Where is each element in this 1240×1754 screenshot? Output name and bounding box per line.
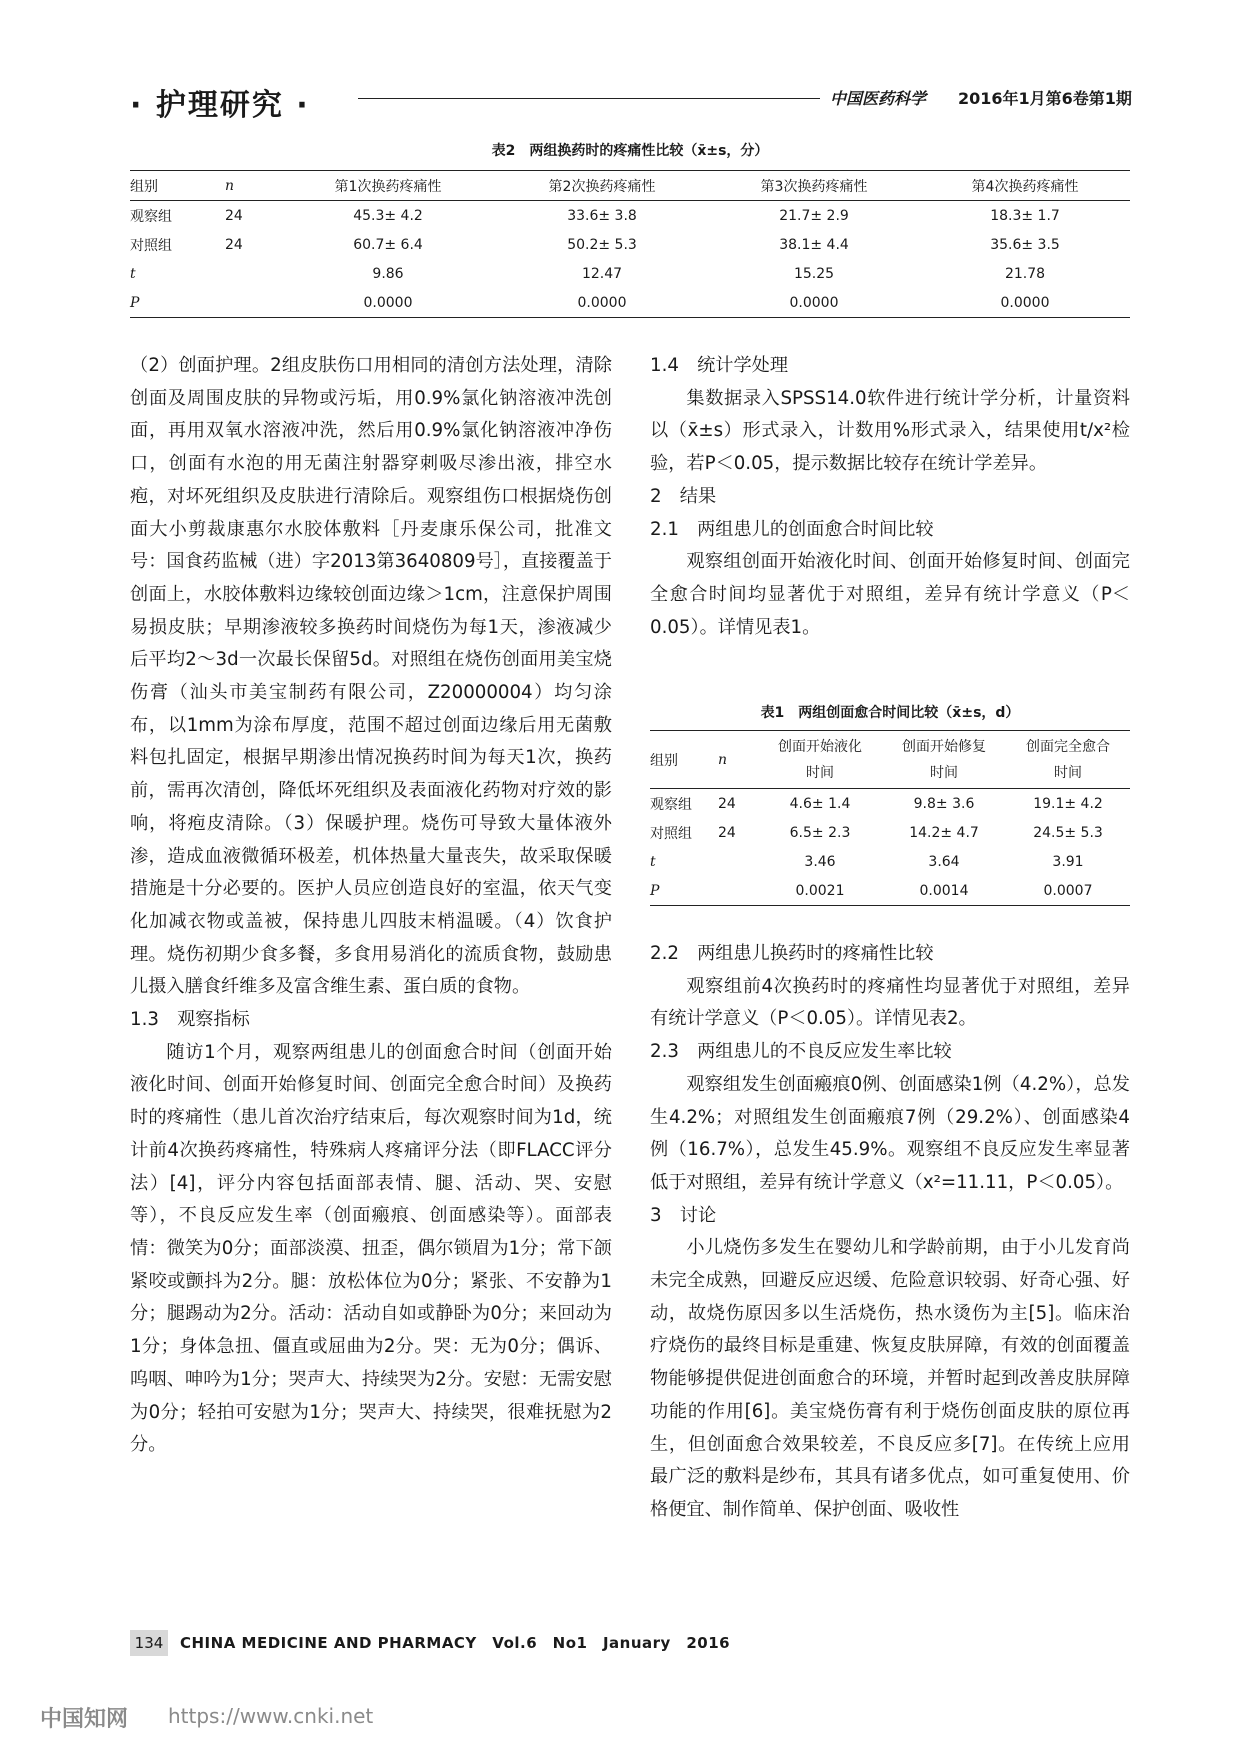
table2 <box>130 170 1130 318</box>
section-heading: 2.1 两组患儿的创面愈合时间比较 <box>650 518 934 540</box>
paragraph: 观察组发生创面瘢痕0例、创面感染1例（4.2%），总发生4.2%；对照组发生创面瘢痕7例（29.2%）、创面感染4例（16.7%），总发生45.9%。观察组不良反应发生率显著低于对照组，差异有统计学意义（x²=11.11，P＜0.05）。 <box>650 1073 1130 1193</box>
paragraph: 集数据录入SPSS14.0软件进行统计学分析，计量资料以（x̄±s）形式录入，计数用%形式录入，结果使用t/x²检验，若P＜0.05，提示数据比较存在统计学差异。 <box>650 387 1130 475</box>
table-cell <box>225 259 280 288</box>
table-cell: 3.91 <box>1052 853 1084 870</box>
table1-header-row <box>650 731 1130 789</box>
journal-issue: 2016年1月第6卷第1期 <box>958 89 1132 108</box>
table1-header-cell: 组别 <box>650 731 718 789</box>
table-cell: 0.0000 <box>496 288 708 318</box>
table-cell: 24 <box>718 795 736 812</box>
table-cell: 50.2± 5.3 <box>567 236 637 253</box>
table-cell: 14.2± 4.7 <box>909 824 979 841</box>
table-cell: 3.64 <box>928 853 960 870</box>
table-cell <box>718 876 758 906</box>
table-cell: 9.86 <box>372 265 404 282</box>
table-row <box>130 288 1130 318</box>
table-cell <box>718 847 758 876</box>
table-cell: 观察组 <box>130 208 172 225</box>
table-cell: 9.8± 3.6 <box>913 795 975 812</box>
table-cell: 33.6± 3.8 <box>567 207 637 224</box>
table2-header-cell: 组别 <box>130 171 225 201</box>
table-cell: 24 <box>718 824 736 841</box>
table-cell: 19.1± 4.2 <box>1033 795 1103 812</box>
table2-caption: 表2 两组换药时的疼痛性比较（x̄±s，分） <box>491 143 769 159</box>
journal-name: 中国医药科学 <box>830 89 927 108</box>
table-cell: 0.0000 <box>280 288 496 318</box>
table1-header-cell: 创面开始修复 时间 <box>882 731 1006 789</box>
table-cell: P <box>130 288 225 318</box>
table1-caption: 表1 两组创面愈合时间比较（x̄±s，d） <box>760 705 1020 721</box>
table-cell: P <box>650 876 718 906</box>
table-cell: 15.25 <box>793 265 835 282</box>
table-cell: 0.0014 <box>882 876 1006 906</box>
table-cell: 6.5± 2.3 <box>789 824 851 841</box>
table-cell <box>225 288 280 318</box>
section-heading: 2 结果 <box>650 485 717 507</box>
section-heading: 2.3 两组患儿的不良反应发生率比较 <box>650 1041 952 1063</box>
paragraph: 小儿烧伤多发生在婴幼儿和学龄前期，由于小儿发育尚未完全成熟，回避反应迟缓、危险意识较弱、好奇心强、好动，故烧伤原因多以生活烧伤，热水烫伤为主[5]。临床治疗烧伤的最终目标是重建、恢复皮肤屏障，有效的创面覆盖物能够提供促进创面愈合的环境，并暂时起到改善皮肤屏障功能的作用[6]。美宝烧伤膏有利于烧伤创面皮肤的原位再生，但创面愈合效果较差，不良反应多[7]。在传统上应用最广泛的敷料是纱布，其具有诸多优点，如可重复使用、价格便宜、制作简单、保护创面、吸收性 <box>650 1237 1130 1520</box>
table-row <box>650 818 1130 847</box>
right-column-bottom <box>650 938 1130 1527</box>
table-cell: 24 <box>225 207 243 224</box>
section-heading: 2.2 两组患儿换药时的疼痛性比较 <box>650 943 934 964</box>
table-cell: 12.47 <box>581 265 623 282</box>
watermark-site: 中国知网 <box>40 1707 129 1732</box>
paragraph: 观察组创面开始液化时间、创面开始修复时间、创面完全愈合时间均显著优于对照组，差异有统计学意义（P＜0.05）。详情见表1。 <box>650 551 1130 638</box>
table-cell: 观察组 <box>650 796 692 813</box>
paragraph: 随访1个月，观察两组患儿的创面愈合时间（创面开始液化时间、创面开始修复时间、创面完全愈合时间）及换药时的疼痛性（患儿首次治疗结束后，每次观察时间为1d，统计前4次换药疼痛性，特殊病人疼痛评分法（即FLACC评分法）[4]，评分内容包括面部表情、腿、活动、哭、安慰等），不良反应发生率（创面瘢痕、创面感染等）。面部表情：微笑为0分；面部淡漠、扭歪，偶尔锁眉为1分；常下颌紧咬或颤抖为2分。腿：放松体位为0分；紧张、不安静为1分；腿踢动为2分。活动：活动自如或静卧为0分；来回动为1分；身体急扭、僵直或屈曲为2分。哭：无为0分；偶诉、呜咽、呻吟为1分；哭声大、持续哭为2分。安慰：无需安慰为0分；轻拍可安慰为1分；哭声大、持续哭，很难抚慰为2分。 <box>130 1041 612 1456</box>
section-heading: 1.4 统计学处理 <box>650 355 789 376</box>
table-cell: 24 <box>225 236 243 253</box>
left-column <box>130 350 612 1462</box>
table2-header-row <box>130 171 1130 201</box>
table-row <box>130 259 1130 288</box>
table-cell: t <box>130 265 136 282</box>
table1-header-cell: n <box>718 731 758 789</box>
table-cell: 对照组 <box>130 237 172 254</box>
section-title: · 护理研究 · <box>130 88 310 123</box>
table-cell: 0.0007 <box>1006 876 1130 906</box>
table2-header-cell: n <box>225 171 280 201</box>
table1 <box>650 730 1130 906</box>
table2-header-cell: 第2次换药疼痛性 <box>496 171 708 201</box>
table2-header-cell: 第4次换药疼痛性 <box>920 171 1130 201</box>
table2-header-cell: 第3次换药疼痛性 <box>708 171 920 201</box>
section-heading: 1.3 观察指标 <box>130 1009 250 1031</box>
table-cell: 24.5± 5.3 <box>1033 824 1103 841</box>
table1-header-cell: 创面完全愈合 时间 <box>1006 731 1130 789</box>
right-column-top <box>650 350 1130 644</box>
table-row <box>650 876 1130 906</box>
table-cell: 4.6± 1.4 <box>789 795 851 812</box>
table-cell: 45.3± 4.2 <box>353 207 423 224</box>
paragraph: 观察组前4次换药时的疼痛性均显著优于对照组，差异有统计学意义（P＜0.05）。详情见表2。 <box>650 975 1130 1030</box>
table-row <box>650 789 1130 819</box>
table-cell: 0.0000 <box>708 288 920 318</box>
table1-header-cell: 创面开始液化 时间 <box>758 731 882 789</box>
table-cell: 18.3± 1.7 <box>990 207 1060 224</box>
footer-journal: CHINA MEDICINE AND PHARMACY Vol.6 No1 January 2016 <box>180 1634 731 1652</box>
table-cell: 60.7± 6.4 <box>353 236 423 253</box>
header-rule <box>358 98 820 99</box>
table-row <box>130 201 1130 231</box>
watermark-url[interactable]: https://www.cnki.net <box>168 1704 374 1728</box>
table-cell: 38.1± 4.4 <box>779 236 849 253</box>
paragraph: （2）创面护理。2组皮肤伤口用相同的清创方法处理，清除创面及周围皮肤的异物或污垢，用0.9%氯化钠溶液冲洗创面，再用双氧水溶液冲洗，然后用0.9%氯化钠溶液冲净伤口，创面有水泡的用无菌注射器穿刺吸尽渗出液，排空水疱，对坏死组织及皮肤进行清除后。观察组伤口根据烧伤创面大小剪裁康惠尔水胶体敷料［丹麦康乐保公司，批准文号：国食药监械（进）字2013第3640809号］，直接覆盖于创面上，水胶体敷料边缘较创面边缘＞1cm，注意保护周围易损皮肤；早期渗液较多换药时间烧伤为每1天，渗液减少后平均2～3d一次最长保留5d。对照组在烧伤创面用美宝烧伤膏（汕头市美宝制药有限公司，Z20000004）均匀涂布，以1mm为涂布厚度，范围不超过创面边缘后用无菌敷料包扎固定，根据早期渗出情况换药时间为每天1次，换药前，需再次清创，降低坏死组织及表面液化药物对疗效的影响，将疱皮清除。（3）保暖护理。烧伤可导致大量体液外渗，造成血液微循环极差，机体热量大量丧失，故采取保暖措施是十分必要的。医护人员应创造良好的室温，依天气变化加减衣物或盖被，保持患儿四肢末梢温暖。（4）饮食护理。烧伤初期少食多餐，多食用易消化的流质食物，鼓励患儿摄入膳食纤维多及富含维生素、蛋白质的食物。 <box>130 355 612 998</box>
section-heading: 3 讨论 <box>650 1204 717 1226</box>
table-cell: 对照组 <box>650 825 692 842</box>
table-cell: t <box>650 853 656 870</box>
table2-header-cell: 第1次换药疼痛性 <box>280 171 496 201</box>
table-cell: 3.46 <box>804 853 836 870</box>
table-row <box>130 230 1130 259</box>
table-cell: 0.0000 <box>920 288 1130 318</box>
page-number: 134 <box>130 1630 168 1656</box>
table-row <box>650 847 1130 876</box>
table-cell: 35.6± 3.5 <box>990 236 1060 253</box>
table-cell: 0.0021 <box>758 876 882 906</box>
table-cell: 21.7± 2.9 <box>779 207 849 224</box>
table-cell: 21.78 <box>1004 265 1046 282</box>
